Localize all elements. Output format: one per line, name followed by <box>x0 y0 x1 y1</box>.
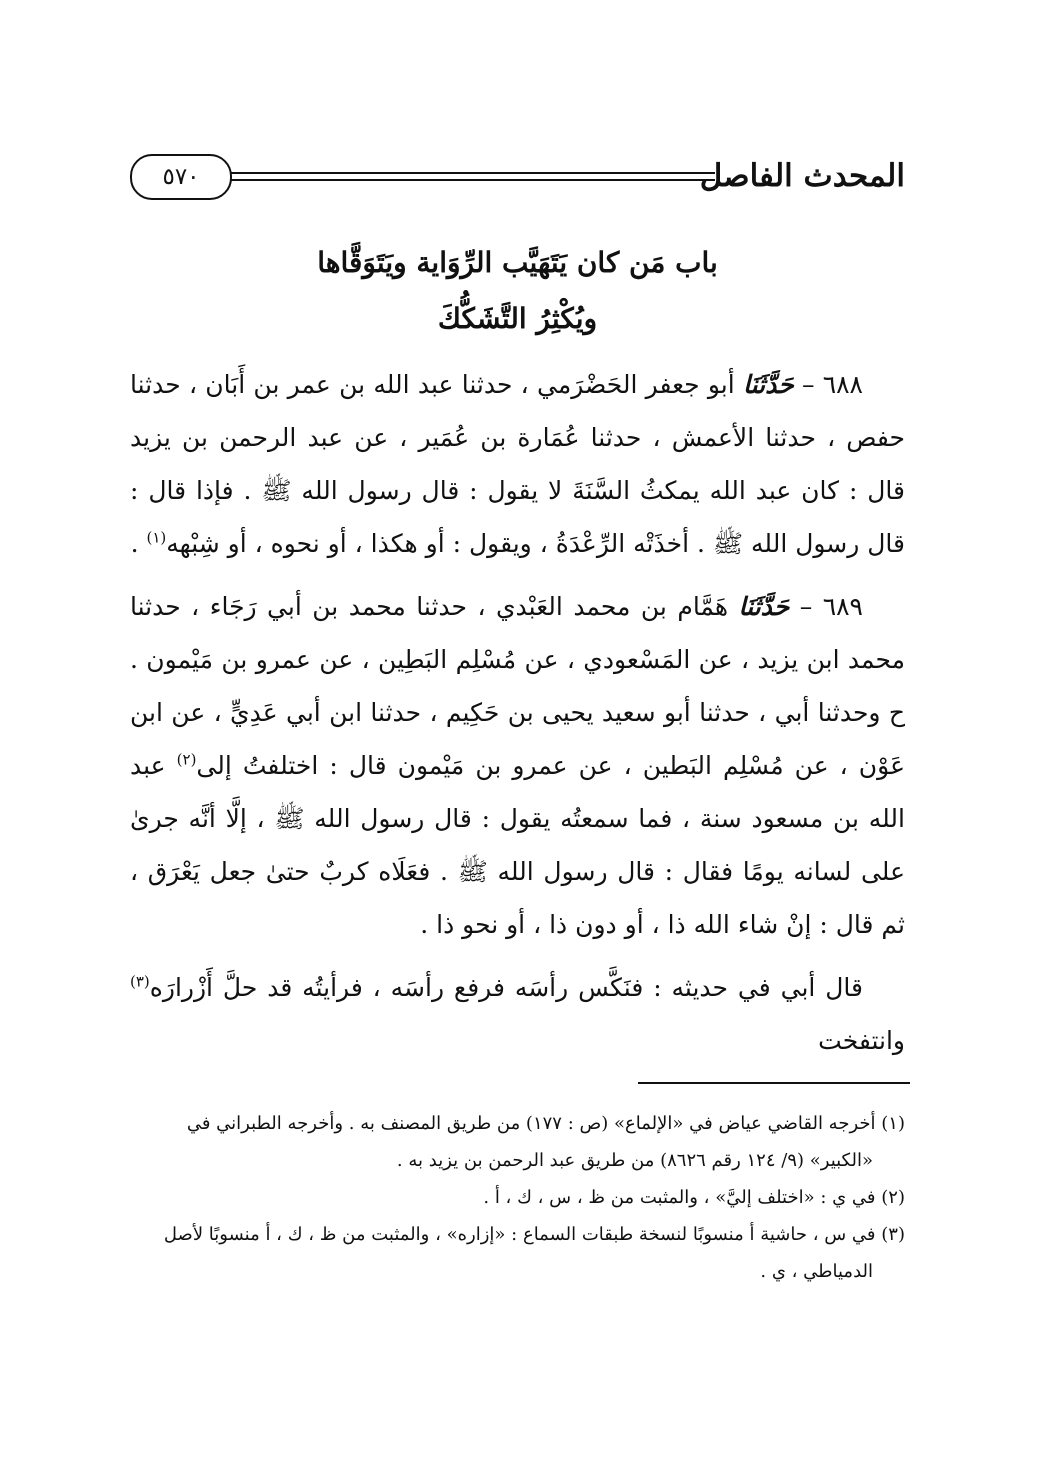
footnote-mark[interactable]: (١) <box>146 528 167 547</box>
footnote-text: في س ، حاشية أ منسوبًا لنسخة طبقات السماع : «إزاره» ، والمثبت من ظ ، ك ، أ منسوبًا لأصل <box>163 1224 876 1245</box>
footnote-mark[interactable]: (٣) <box>130 972 150 991</box>
footnote-mark: (٢) <box>881 1187 905 1208</box>
chapter-title-line-1: باب مَن كان يَتَهَيَّب الرِّوَاية ويَتَوَقَّاها <box>317 246 718 279</box>
page-number: ٥٧٠ <box>130 154 232 200</box>
footnote-mark: (١) <box>881 1113 905 1134</box>
hadith-keyword: حَدَّثَنَا <box>742 370 794 399</box>
paragraph-text: وانتفخت <box>818 1026 905 1055</box>
hadith-keyword: حَدَّثَنَا <box>738 592 790 621</box>
footnote-2 <box>130 1179 905 1216</box>
hadith-text: عبد الله بن مسعود سنة ، فما سمعتُه يقول : قال رسول الله ﷺ ، إلَّا أنَّه جرىٰ على لسانه يومًا فقال : قال رسول الله ﷺ . فعَلَاه كربٌ حتىٰ جعل يَعْرَق ، ثم قال : إنْ شاء الله ذا ، أو دون ذا ، أو نحو ذا . <box>130 751 905 939</box>
body-text <box>130 358 905 1077</box>
hadith-689 <box>130 580 905 951</box>
running-title: المحدث الفاصل <box>699 158 905 194</box>
footnote-text: الدمياطي ، ي . <box>760 1261 873 1282</box>
footnote-1 <box>130 1105 905 1179</box>
footnote-text: أخرجه القاضي عياض في «الإلماع» (ص : ١٧٧) من طريق المصنف به . وأخرجه الطبراني في <box>186 1113 876 1134</box>
hadith-688 <box>130 358 905 570</box>
header-double-rule <box>230 172 715 181</box>
hadith-number: ٦٨٨ – <box>801 370 863 399</box>
footnote-separator <box>638 1082 910 1084</box>
footnote-mark: (٣) <box>881 1224 905 1245</box>
footnote-text: «الكبير» (٩/ ١٢٤ رقم ٨٦٢٦) من طريق عبد الرحمن بن يزيد به . <box>396 1150 873 1171</box>
hadith-text: . <box>130 529 147 558</box>
hadith-number: ٦٨٩ – <box>799 592 863 621</box>
hadith-text: أبو جعفر الحَضْرَمي ، حدثنا عبد الله بن عمر بن أَبَان ، حدثنا حفص ، حدثنا الأعمش ، حدثنا عُمَارة بن عُمَير ، عن عبد الرحمن بن يزيد قال : كان عبد الله يمكثُ السَّنَةَ لا يقول : قال رسول الله ﷺ . فإذا قال : قال رسول الله ﷺ . أخذَتْه الرِّعْدَةُ ، ويقول : أو هكذا ، أو نحوه ، أو شِبْهه <box>130 370 905 558</box>
continuation-paragraph <box>130 961 905 1067</box>
footnote-3 <box>130 1216 905 1290</box>
page-header <box>130 150 905 210</box>
footnote-text: في ي : «اختلف إليَّ» ، والمثبت من ظ ، س ، ك ، أ . <box>483 1187 876 1208</box>
chapter-title-line-2: ويُكْثِرُ التَّشَكُّكَ <box>437 302 598 335</box>
paragraph-text: قال أبي في حديثه : فنَكَّس رأسَه فرفع رأسَه ، فرأيتُه قد حلَّ أَزْرارَه <box>149 973 863 1002</box>
chapter-title <box>130 235 905 347</box>
footnote-mark[interactable]: (٢) <box>176 750 197 769</box>
hadith-text: هَمَّام بن محمد العَبْدي ، حدثنا محمد بن أبي رَجَاء ، حدثنا محمد ابن يزيد ، عن المَسْعودي ، عن مُسْلِم البَطِين ، عن عمرو بن مَيْمون . ح وحدثنا أبي ، حدثنا أبو سعيد يحيى بن حَكِيم ، حدثنا ابن أبي عَدِيٍّ ، عن ابن عَوْن ، عن مُسْلِم البَطين ، عن عمرو بن مَيْمون قال : اختلفتُ إلى <box>130 592 905 780</box>
footnotes <box>130 1105 905 1290</box>
